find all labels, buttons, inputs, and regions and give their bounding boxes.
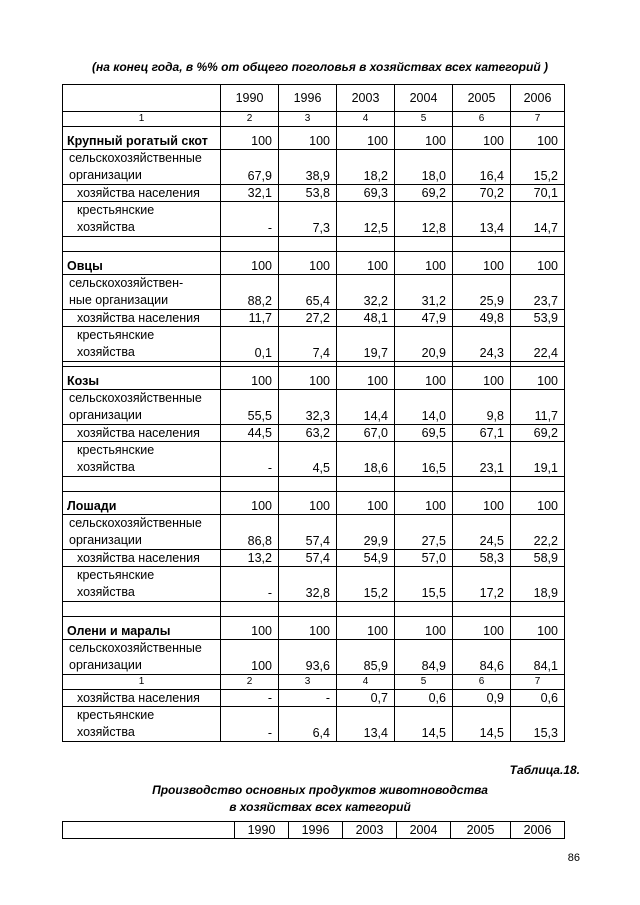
row-label-line2: хозяйства xyxy=(77,585,135,599)
year-header: 2004 xyxy=(395,85,453,112)
group-total: 100 xyxy=(453,252,511,275)
group-name: Овцы xyxy=(63,252,221,275)
cell-value: 0,1 xyxy=(221,327,279,362)
cell-value: 23,7 xyxy=(511,275,565,310)
cell-value: - xyxy=(279,690,337,707)
row-label-line1: крестьянские xyxy=(77,568,155,582)
cell-value: 4,5 xyxy=(279,442,337,477)
group-total: 100 xyxy=(453,617,511,640)
cell-value: 16,5 xyxy=(395,442,453,477)
row-label xyxy=(63,390,221,425)
cell-value: 49,8 xyxy=(453,310,511,327)
column-number-row xyxy=(63,112,565,127)
cell-value: 15,2 xyxy=(511,150,565,185)
cell-value: 15,3 xyxy=(511,707,565,742)
cell-value: 86,8 xyxy=(221,515,279,550)
cell-value: 31,2 xyxy=(395,275,453,310)
table-row xyxy=(63,707,565,742)
table-row xyxy=(63,515,565,550)
spacer-cell xyxy=(63,477,221,492)
t18-year: 1990 xyxy=(235,822,289,839)
group-total: 100 xyxy=(279,252,337,275)
spacer-cell xyxy=(511,602,565,617)
column-number: 2 xyxy=(221,675,279,690)
t18-year: 2005 xyxy=(451,822,511,839)
table-18-number: Таблица.18. xyxy=(509,763,580,777)
group-total: 100 xyxy=(337,252,395,275)
table-row xyxy=(63,150,565,185)
cell-value: 12,5 xyxy=(337,202,395,237)
group-spacer-row xyxy=(63,237,565,252)
table-row xyxy=(63,390,565,425)
group-total: 100 xyxy=(511,367,565,390)
cell-value: 23,1 xyxy=(453,442,511,477)
cell-value: 58,3 xyxy=(453,550,511,567)
cell-value: 84,9 xyxy=(395,640,453,675)
row-label-line2: организации xyxy=(69,533,142,547)
row-label xyxy=(63,202,221,237)
group-total: 100 xyxy=(395,127,453,150)
row-label xyxy=(63,515,221,550)
table-18-header xyxy=(62,821,565,839)
row-label-line2: организации xyxy=(69,408,142,422)
cell-value: 14,5 xyxy=(453,707,511,742)
group-spacer-row xyxy=(63,602,565,617)
column-number-row-repeat xyxy=(63,675,565,690)
row-label xyxy=(63,707,221,742)
spacer-cell xyxy=(221,477,279,492)
spacer-cell xyxy=(511,477,565,492)
table-row xyxy=(63,185,565,202)
cell-value: - xyxy=(221,690,279,707)
cell-value: 24,3 xyxy=(453,327,511,362)
cell-value: 18,2 xyxy=(337,150,395,185)
cell-value: 67,9 xyxy=(221,150,279,185)
group-total: 100 xyxy=(395,252,453,275)
cell-value: 0,9 xyxy=(453,690,511,707)
row-label: хозяйства населения xyxy=(63,690,221,707)
t18-year: 1996 xyxy=(289,822,343,839)
group-total: 100 xyxy=(395,492,453,515)
group-total: 100 xyxy=(453,492,511,515)
cell-value: - xyxy=(221,707,279,742)
cell-value: 22,2 xyxy=(511,515,565,550)
table-caption: (на конец года, в %% от общего поголовья в хозяйствах всех категорий ) xyxy=(92,60,548,74)
row-label-line2: хозяйства xyxy=(77,345,135,359)
group-total-row xyxy=(63,367,565,390)
row-label-line2: организации xyxy=(69,658,142,672)
group-total: 100 xyxy=(279,617,337,640)
row-label: хозяйства населения xyxy=(63,550,221,567)
cell-value: 15,2 xyxy=(337,567,395,602)
cell-value: 100 xyxy=(221,640,279,675)
cell-value: 93,6 xyxy=(279,640,337,675)
cell-value: 69,2 xyxy=(511,425,565,442)
table-18-caption xyxy=(0,782,640,816)
cell-value: 69,3 xyxy=(337,185,395,202)
spacer-cell xyxy=(395,602,453,617)
spacer-cell xyxy=(337,602,395,617)
group-total: 100 xyxy=(511,127,565,150)
cell-value: 18,6 xyxy=(337,442,395,477)
row-label-line2: ные организации xyxy=(69,293,169,307)
spacer-cell xyxy=(279,477,337,492)
cell-value: 53,8 xyxy=(279,185,337,202)
group-spacer-row xyxy=(63,477,565,492)
cell-value: 20,9 xyxy=(395,327,453,362)
cell-value: - xyxy=(221,442,279,477)
group-total-row xyxy=(63,617,565,640)
year-header: 1990 xyxy=(221,85,279,112)
cell-value: 0,6 xyxy=(511,690,565,707)
column-number: 1 xyxy=(63,675,221,690)
row-label-line1: сельскохозяйственные xyxy=(69,516,202,530)
table-row xyxy=(63,567,565,602)
cell-value: 13,4 xyxy=(337,707,395,742)
year-header: 2006 xyxy=(511,85,565,112)
spacer-cell xyxy=(221,237,279,252)
cell-value: 16,4 xyxy=(453,150,511,185)
row-label-line2: хозяйства xyxy=(77,460,135,474)
table-18-caption-line2: в хозяйствах всех категорий xyxy=(229,800,411,814)
cell-value: 14,7 xyxy=(511,202,565,237)
cell-value: 29,9 xyxy=(337,515,395,550)
row-label xyxy=(63,640,221,675)
cell-value: 9,8 xyxy=(453,390,511,425)
spacer-cell xyxy=(511,237,565,252)
table-row xyxy=(63,275,565,310)
cell-value: 47,9 xyxy=(395,310,453,327)
year-header: 2003 xyxy=(337,85,395,112)
group-name: Олени и маралы xyxy=(63,617,221,640)
column-number: 6 xyxy=(453,675,511,690)
cell-value: 14,4 xyxy=(337,390,395,425)
cell-value: 14,5 xyxy=(395,707,453,742)
group-total-row xyxy=(63,127,565,150)
row-label-line1: сельскохозяйствен- xyxy=(69,276,184,290)
table-row xyxy=(63,310,565,327)
cell-value: 32,2 xyxy=(337,275,395,310)
cell-value: 14,0 xyxy=(395,390,453,425)
table-row xyxy=(63,640,565,675)
column-number: 2 xyxy=(221,112,279,127)
cell-value: 15,5 xyxy=(395,567,453,602)
cell-value: 27,5 xyxy=(395,515,453,550)
table-row xyxy=(63,327,565,362)
group-total: 100 xyxy=(337,367,395,390)
cell-value: 7,3 xyxy=(279,202,337,237)
row-label xyxy=(63,327,221,362)
group-name: Крупный рогатый скот xyxy=(63,127,221,150)
group-total-row xyxy=(63,252,565,275)
cell-value: 24,5 xyxy=(453,515,511,550)
column-number: 4 xyxy=(337,112,395,127)
column-number: 7 xyxy=(511,112,565,127)
column-number: 6 xyxy=(453,112,511,127)
row-label: хозяйства населения xyxy=(63,310,221,327)
cell-value: 13,4 xyxy=(453,202,511,237)
header-corner xyxy=(63,85,221,112)
t18-year: 2006 xyxy=(511,822,565,839)
cell-value: 27,2 xyxy=(279,310,337,327)
cell-value: 32,1 xyxy=(221,185,279,202)
year-header: 1996 xyxy=(279,85,337,112)
row-label-line2: хозяйства xyxy=(77,220,135,234)
cell-value: 57,4 xyxy=(279,515,337,550)
row-label xyxy=(63,275,221,310)
cell-value: 70,1 xyxy=(511,185,565,202)
table-18-caption-line1: Производство основных продуктов животноводства xyxy=(152,783,488,797)
row-label xyxy=(63,150,221,185)
group-name: Козы xyxy=(63,367,221,390)
year-header: 2005 xyxy=(453,85,511,112)
table-row xyxy=(63,202,565,237)
spacer-cell xyxy=(337,237,395,252)
cell-value: 7,4 xyxy=(279,327,337,362)
cell-value: 67,0 xyxy=(337,425,395,442)
table-row xyxy=(63,425,565,442)
cell-value: 48,1 xyxy=(337,310,395,327)
cell-value: 84,6 xyxy=(453,640,511,675)
spacer-cell xyxy=(453,477,511,492)
column-number: 7 xyxy=(511,675,565,690)
cell-value: 65,4 xyxy=(279,275,337,310)
cell-value: 18,0 xyxy=(395,150,453,185)
table-18-year-row xyxy=(63,822,565,839)
group-total: 100 xyxy=(221,367,279,390)
table-row xyxy=(63,550,565,567)
table-18-corner xyxy=(63,822,235,839)
cell-value: 55,5 xyxy=(221,390,279,425)
group-total: 100 xyxy=(221,252,279,275)
livestock-share-table xyxy=(62,84,565,742)
group-total: 100 xyxy=(453,127,511,150)
spacer-cell xyxy=(221,602,279,617)
row-label: хозяйства населения xyxy=(63,425,221,442)
cell-value: 57,4 xyxy=(279,550,337,567)
cell-value: 57,0 xyxy=(395,550,453,567)
cell-value: 17,2 xyxy=(453,567,511,602)
spacer-cell xyxy=(453,237,511,252)
cell-value: 19,7 xyxy=(337,327,395,362)
cell-value: 0,6 xyxy=(395,690,453,707)
group-total: 100 xyxy=(511,252,565,275)
group-total: 100 xyxy=(279,127,337,150)
table-row xyxy=(63,442,565,477)
group-total: 100 xyxy=(395,367,453,390)
row-label-line1: крестьянские xyxy=(77,203,155,217)
cell-value: 70,2 xyxy=(453,185,511,202)
cell-value: 88,2 xyxy=(221,275,279,310)
row-label: хозяйства населения xyxy=(63,185,221,202)
group-total: 100 xyxy=(337,127,395,150)
row-label-line2: хозяйства xyxy=(77,725,135,739)
spacer-cell xyxy=(279,602,337,617)
row-label-line1: сельскохозяйственные xyxy=(69,641,202,655)
spacer-cell xyxy=(63,237,221,252)
group-total: 100 xyxy=(511,617,565,640)
spacer-cell xyxy=(453,602,511,617)
cell-value: 25,9 xyxy=(453,275,511,310)
page-number: 86 xyxy=(567,852,580,864)
spacer-cell xyxy=(395,477,453,492)
group-total-row xyxy=(63,492,565,515)
column-number: 5 xyxy=(395,675,453,690)
group-total: 100 xyxy=(221,492,279,515)
cell-value: 32,3 xyxy=(279,390,337,425)
cell-value: 19,1 xyxy=(511,442,565,477)
row-label-line1: сельскохозяйственные xyxy=(69,151,202,165)
cell-value: 11,7 xyxy=(511,390,565,425)
group-total: 100 xyxy=(395,617,453,640)
group-total: 100 xyxy=(337,617,395,640)
group-name: Лошади xyxy=(63,492,221,515)
row-label-line2: организации xyxy=(69,168,142,182)
cell-value: 44,5 xyxy=(221,425,279,442)
cell-value: 58,9 xyxy=(511,550,565,567)
cell-value: 11,7 xyxy=(221,310,279,327)
column-number: 4 xyxy=(337,675,395,690)
group-total: 100 xyxy=(337,492,395,515)
row-label-line1: крестьянские xyxy=(77,443,155,457)
cell-value: 54,9 xyxy=(337,550,395,567)
spacer-cell xyxy=(337,477,395,492)
cell-value: 38,9 xyxy=(279,150,337,185)
cell-value: 85,9 xyxy=(337,640,395,675)
group-total: 100 xyxy=(279,367,337,390)
cell-value: 69,2 xyxy=(395,185,453,202)
row-label xyxy=(63,442,221,477)
spacer-cell xyxy=(63,602,221,617)
column-number: 3 xyxy=(279,112,337,127)
row-label xyxy=(63,567,221,602)
table-row xyxy=(63,690,565,707)
row-label-line1: крестьянские xyxy=(77,708,155,722)
cell-value: 63,2 xyxy=(279,425,337,442)
cell-value: 22,4 xyxy=(511,327,565,362)
column-number: 1 xyxy=(63,112,221,127)
cell-value: 13,2 xyxy=(221,550,279,567)
cell-value: 6,4 xyxy=(279,707,337,742)
cell-value: 69,5 xyxy=(395,425,453,442)
t18-year: 2004 xyxy=(397,822,451,839)
group-total: 100 xyxy=(221,127,279,150)
spacer-cell xyxy=(279,237,337,252)
cell-value: - xyxy=(221,202,279,237)
group-total: 100 xyxy=(511,492,565,515)
cell-value: 67,1 xyxy=(453,425,511,442)
cell-value: 84,1 xyxy=(511,640,565,675)
cell-value: 32,8 xyxy=(279,567,337,602)
column-number: 3 xyxy=(279,675,337,690)
group-total: 100 xyxy=(453,367,511,390)
group-total: 100 xyxy=(221,617,279,640)
cell-value: - xyxy=(221,567,279,602)
cell-value: 18,9 xyxy=(511,567,565,602)
row-label-line1: крестьянские xyxy=(77,328,155,342)
cell-value: 53,9 xyxy=(511,310,565,327)
year-header-row xyxy=(63,85,565,112)
t18-year: 2003 xyxy=(343,822,397,839)
row-label-line1: сельскохозяйственные xyxy=(69,391,202,405)
spacer-cell xyxy=(395,237,453,252)
group-total: 100 xyxy=(279,492,337,515)
cell-value: 12,8 xyxy=(395,202,453,237)
cell-value: 0,7 xyxy=(337,690,395,707)
column-number: 5 xyxy=(395,112,453,127)
